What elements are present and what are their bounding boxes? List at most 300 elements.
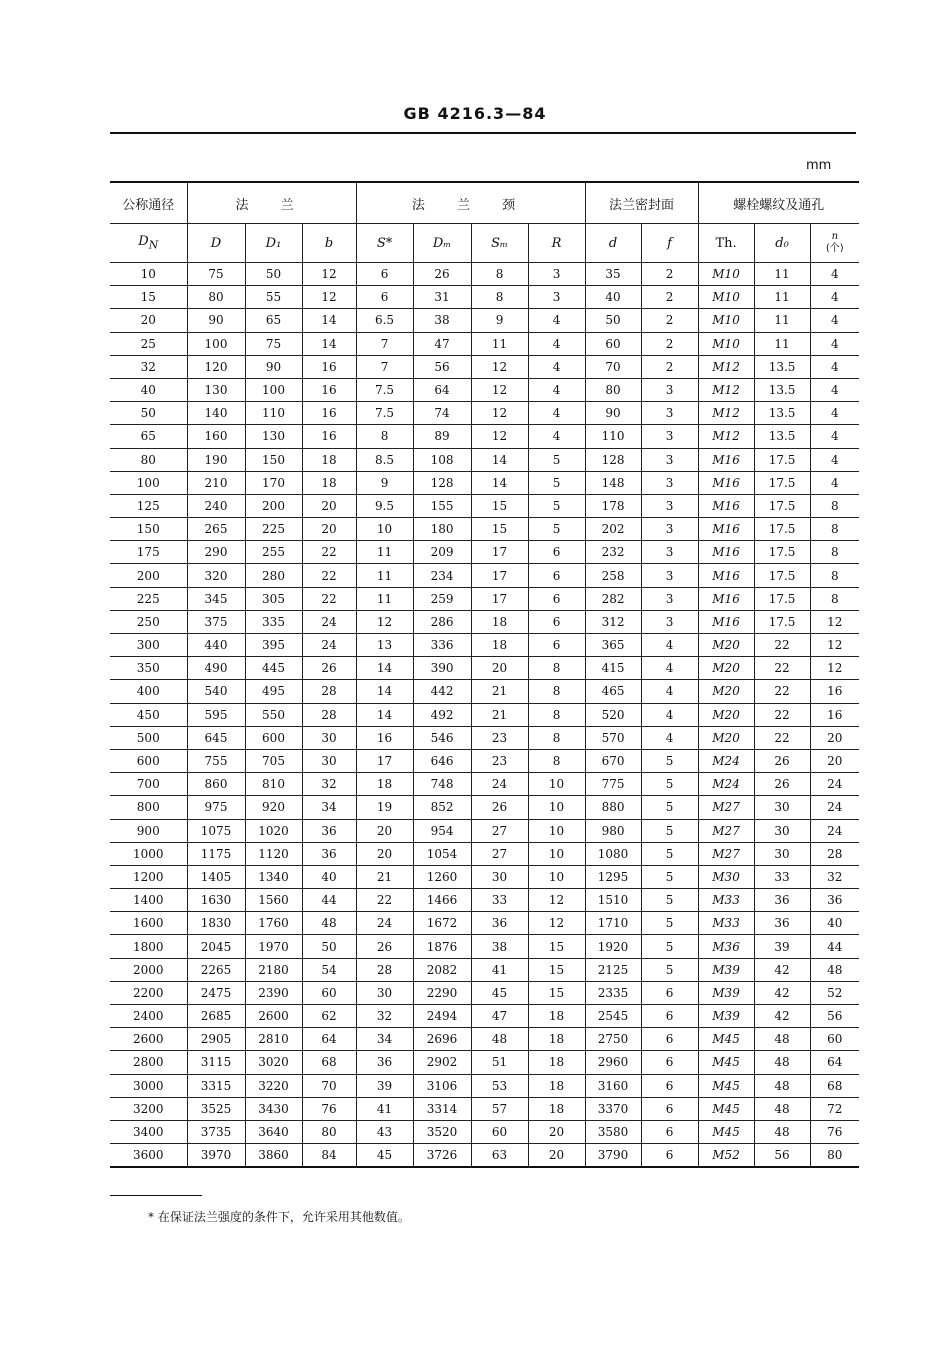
table-cell: 390 [413,657,471,680]
table-cell: 3314 [413,1097,471,1120]
table-cell: 4 [810,448,859,471]
table-cell: 5 [641,796,698,819]
col-D: D [187,224,245,263]
table-cell: 415 [585,657,641,680]
table-cell: 210 [187,471,245,494]
table-cell: 32 [356,1005,413,1028]
table-cell: 48 [302,912,356,935]
table-cell: 30 [471,865,528,888]
table-cell: 3 [641,425,698,448]
table-cell: 4 [528,378,585,401]
table-row [110,1120,859,1143]
table-cell: 11 [356,587,413,610]
table-cell: 7 [356,332,413,355]
table-cell: 5 [641,842,698,865]
table-cell: 3220 [245,1074,302,1097]
table-cell: 14 [471,471,528,494]
table-cell: 17.5 [754,564,810,587]
table-cell: 90 [187,309,245,332]
table-cell: 320 [187,564,245,587]
table-cell: 33 [754,865,810,888]
table-cell: 2902 [413,1051,471,1074]
table-cell: 255 [245,541,302,564]
table-row [110,1005,859,1028]
table-cell: 20 [528,1144,585,1168]
table-cell: 75 [187,263,245,286]
table-cell: 14 [356,703,413,726]
table-cell: 24 [302,610,356,633]
table-cell: 175 [110,541,187,564]
table-cell: 8.5 [356,448,413,471]
table-cell: 22 [302,541,356,564]
table-row [110,425,859,448]
table-cell: 12 [528,912,585,935]
table-cell: 3106 [413,1074,471,1097]
table-cell: 18 [471,634,528,657]
table-cell: 14 [356,680,413,703]
table-cell: 32 [110,355,187,378]
table-cell: 335 [245,610,302,633]
table-cell: 8 [471,263,528,286]
table-cell: 120 [187,355,245,378]
table-cell: 2290 [413,981,471,1004]
table-cell: 3 [641,564,698,587]
table-cell: 365 [585,634,641,657]
table-cell: 336 [413,634,471,657]
table-cell: 24 [810,773,859,796]
table-cell: 56 [810,1005,859,1028]
table-cell: 30 [302,726,356,749]
header-flange-neck: 法 兰 颈 [356,182,585,224]
table-cell: 1630 [187,889,245,912]
table-cell: 44 [810,935,859,958]
table-row [110,981,859,1004]
table-cell: 2696 [413,1028,471,1051]
table-cell: 50 [302,935,356,958]
col-dn [110,224,187,263]
table-cell: 3580 [585,1120,641,1143]
table-cell: M27 [698,796,754,819]
table-cell: 495 [245,680,302,703]
table-cell: 570 [585,726,641,749]
table-cell: 4 [810,309,859,332]
table-cell: 12 [810,634,859,657]
table-cell: 800 [110,796,187,819]
table-cell: 36 [302,842,356,865]
table-row [110,1028,859,1051]
table-cell: 68 [302,1051,356,1074]
table-cell: 39 [356,1074,413,1097]
table-cell: 10 [528,796,585,819]
table-cell: 1600 [110,912,187,935]
table-cell: 1295 [585,865,641,888]
table-row [110,703,859,726]
table-cell: M45 [698,1051,754,1074]
table-cell: 15 [471,518,528,541]
table-cell: 11 [471,332,528,355]
table-row [110,1097,859,1120]
table-cell: 7 [356,355,413,378]
table-cell: 5 [641,912,698,935]
table-cell: 975 [187,796,245,819]
table-cell: 1020 [245,819,302,842]
table-cell: 3726 [413,1144,471,1168]
table-cell: 80 [302,1120,356,1143]
table-cell: 89 [413,425,471,448]
table-cell: 20 [471,657,528,680]
table-cell: 17.5 [754,448,810,471]
table-cell: 3 [641,471,698,494]
table-cell: 47 [471,1005,528,1028]
table-cell: 2180 [245,958,302,981]
table-cell: 9 [471,309,528,332]
table-row [110,286,859,309]
table-cell: 5 [528,471,585,494]
table-cell: 17 [471,541,528,564]
table-cell: 32 [302,773,356,796]
table-cell: 6.5 [356,309,413,332]
table-cell: 300 [110,634,187,657]
table-cell: 3000 [110,1074,187,1097]
table-cell: 12 [471,355,528,378]
col-S: S* [356,224,413,263]
table-cell: 24 [810,819,859,842]
table-cell: 250 [110,610,187,633]
table-cell: 4 [528,332,585,355]
table-cell: 190 [187,448,245,471]
table-cell: 5 [641,958,698,981]
table-cell: 18 [471,610,528,633]
table-cell: 4 [810,378,859,401]
table-cell: 540 [187,680,245,703]
table-cell: 13.5 [754,425,810,448]
table-cell: 3860 [245,1144,302,1168]
table-cell: 50 [110,402,187,425]
table-cell: 108 [413,448,471,471]
table-cell: 3160 [585,1074,641,1097]
table-cell: 62 [302,1005,356,1028]
table-cell: 12 [810,657,859,680]
table-cell: 34 [302,796,356,819]
table-cell: 1970 [245,935,302,958]
table-cell: 45 [471,981,528,1004]
table-cell: 920 [245,796,302,819]
table-cell: 6 [641,1005,698,1028]
table-row [110,634,859,657]
table-row [110,448,859,471]
table-cell: 72 [810,1097,859,1120]
table-cell: 32 [810,865,859,888]
table-cell: 200 [110,564,187,587]
table-cell: 22 [302,564,356,587]
table-cell: 60 [302,981,356,1004]
table-cell: 8 [528,726,585,749]
table-cell: 1260 [413,865,471,888]
table-cell: 748 [413,773,471,796]
table-cell: 12 [471,378,528,401]
table-cell: 312 [585,610,641,633]
col-d: d [585,224,641,263]
table-cell: 64 [302,1028,356,1051]
col-n-unit: (个) [825,243,844,254]
table-cell: 10 [528,865,585,888]
table-cell: 48 [754,1097,810,1120]
table-cell: 11 [754,309,810,332]
table-row [110,332,859,355]
table-cell: 26 [754,773,810,796]
table-cell: 36 [356,1051,413,1074]
table-cell: 74 [413,402,471,425]
table-cell: 2 [641,309,698,332]
table-row [110,796,859,819]
table-cell: 2750 [585,1028,641,1051]
table-cell: 48 [471,1028,528,1051]
table-cell: 2125 [585,958,641,981]
table-cell: 36 [754,889,810,912]
table-cell: 1405 [187,865,245,888]
table-cell: 65 [245,309,302,332]
table-cell: 50 [585,309,641,332]
table-cell: 1830 [187,912,245,935]
table-cell: 60 [810,1028,859,1051]
table-cell: 3 [528,286,585,309]
table-cell: 646 [413,749,471,772]
table-cell: 48 [754,1074,810,1097]
table-cell: 6 [641,1074,698,1097]
table-row [110,355,859,378]
table-cell: 42 [754,958,810,981]
table-cell: 282 [585,587,641,610]
table-cell: 22 [754,726,810,749]
table-cell: 280 [245,564,302,587]
table-cell: 15 [528,958,585,981]
col-d0: d₀ [754,224,810,263]
table-cell: 8 [810,541,859,564]
col-dn-subscript: N [148,238,159,252]
table-cell: 17.5 [754,518,810,541]
table-cell: 4 [810,425,859,448]
table-cell: 305 [245,587,302,610]
table-cell: M16 [698,448,754,471]
table-cell: 5 [641,749,698,772]
table-cell: 18 [528,1097,585,1120]
table-cell: 18 [302,448,356,471]
table-cell: 14 [302,332,356,355]
table-cell: 3790 [585,1144,641,1168]
table-cell: M24 [698,773,754,796]
table-cell: 16 [302,378,356,401]
table-cell: 40 [302,865,356,888]
table-cell: 30 [754,819,810,842]
table-cell: 76 [810,1120,859,1143]
table-cell: M45 [698,1074,754,1097]
table-cell: 23 [471,726,528,749]
table-cell: 125 [110,494,187,517]
table-cell: 375 [187,610,245,633]
table-cell: 234 [413,564,471,587]
table-cell: 8 [528,657,585,680]
table-cell: 232 [585,541,641,564]
table-cell: 4 [641,703,698,726]
table-cell: 1560 [245,889,302,912]
table-cell: 14 [471,448,528,471]
col-n [810,224,859,263]
table-cell: 2600 [245,1005,302,1028]
table-cell: 42 [754,1005,810,1028]
table-cell: 84 [302,1144,356,1168]
table-cell: 3 [641,587,698,610]
table-cell: M39 [698,1005,754,1028]
table-cell: 2200 [110,981,187,1004]
table-cell: 60 [471,1120,528,1143]
table-cell: 28 [302,703,356,726]
table-cell: M27 [698,842,754,865]
table-cell: 26 [356,935,413,958]
table-cell: 23 [471,749,528,772]
table-cell: 12 [810,610,859,633]
table-cell: M45 [698,1097,754,1120]
table-cell: 54 [302,958,356,981]
table-cell: 2810 [245,1028,302,1051]
standard-number: GB 4216.3—84 [403,104,547,123]
table-cell: 3315 [187,1074,245,1097]
table-cell: 6 [641,1120,698,1143]
table-cell: 28 [356,958,413,981]
table-cell: M16 [698,518,754,541]
table-cell: 18 [528,1074,585,1097]
table-cell: M39 [698,981,754,1004]
table-cell: 345 [187,587,245,610]
table-cell: 13.5 [754,402,810,425]
table-cell: 1000 [110,842,187,865]
table-cell: 4 [810,471,859,494]
table-cell: 2600 [110,1028,187,1051]
table-cell: 76 [302,1097,356,1120]
header-seal-face: 法兰密封面 [585,182,698,224]
table-cell: 400 [110,680,187,703]
table-cell: 1080 [585,842,641,865]
table-cell: 259 [413,587,471,610]
table-row [110,1074,859,1097]
table-row [110,657,859,680]
table-cell: 11 [754,263,810,286]
table-row [110,935,859,958]
table-cell: 7.5 [356,402,413,425]
table-cell: 3 [641,494,698,517]
table-cell: 5 [641,935,698,958]
table-cell: 2545 [585,1005,641,1028]
table-cell: 180 [413,518,471,541]
table-cell: 140 [187,402,245,425]
table-cell: M52 [698,1144,754,1168]
table-cell: 12 [471,402,528,425]
table-cell: 20 [110,309,187,332]
table-cell: 8 [528,680,585,703]
table-cell: 1760 [245,912,302,935]
flange-dimension-table [110,181,859,1168]
table-cell: 1400 [110,889,187,912]
table-row [110,865,859,888]
table-cell: 4 [641,726,698,749]
table-cell: 22 [302,587,356,610]
table-cell: 1175 [187,842,245,865]
table-cell: 155 [413,494,471,517]
table-cell: 20 [356,819,413,842]
table-cell: M45 [698,1028,754,1051]
table-cell: 26 [471,796,528,819]
table-cell: 48 [754,1051,810,1074]
table-cell: 225 [110,587,187,610]
header-bolt: 螺栓螺纹及通孔 [698,182,859,224]
table-cell: 22 [356,889,413,912]
table-cell: M12 [698,355,754,378]
table-cell: 11 [356,564,413,587]
table-cell: 16 [810,680,859,703]
table-cell: 880 [585,796,641,819]
table-cell: M24 [698,749,754,772]
table-cell: M33 [698,912,754,935]
table-cell: 10 [356,518,413,541]
table-row [110,726,859,749]
table-cell: 775 [585,773,641,796]
table-cell: M16 [698,610,754,633]
table-cell: 860 [187,773,245,796]
table-cell: 150 [245,448,302,471]
table-cell: 20 [528,1120,585,1143]
table-cell: M10 [698,309,754,332]
table-cell: 8 [810,587,859,610]
table-cell: 200 [245,494,302,517]
table-cell: 13.5 [754,355,810,378]
table-cell: M20 [698,703,754,726]
table-cell: 350 [110,657,187,680]
table-body [110,263,859,1168]
table-cell: 22 [754,634,810,657]
table-cell: 75 [245,332,302,355]
table-cell: 1510 [585,889,641,912]
table-cell: 8 [528,703,585,726]
col-th: Th. [698,224,754,263]
table-row [110,773,859,796]
table-cell: 130 [245,425,302,448]
table-cell: 2335 [585,981,641,1004]
table-cell: 20 [810,749,859,772]
table-cell: 286 [413,610,471,633]
table-cell: 6 [528,541,585,564]
table-cell: M20 [698,680,754,703]
table-cell: 465 [585,680,641,703]
table-cell: 670 [585,749,641,772]
table-cell: 34 [356,1028,413,1051]
table-cell: 265 [187,518,245,541]
col-f: f [641,224,698,263]
table-cell: 30 [754,796,810,819]
table-cell: 64 [413,378,471,401]
table-cell: 18 [528,1051,585,1074]
table-cell: 24 [471,773,528,796]
table-cell: 16 [302,402,356,425]
table-cell: 39 [754,935,810,958]
table-cell: 2960 [585,1051,641,1074]
table-cell: 148 [585,471,641,494]
table-cell: 5 [528,448,585,471]
table-cell: 2045 [187,935,245,958]
table-cell: 28 [810,842,859,865]
table-cell: 5 [641,889,698,912]
table-cell: 13 [356,634,413,657]
table-row [110,541,859,564]
table-cell: 8 [810,564,859,587]
